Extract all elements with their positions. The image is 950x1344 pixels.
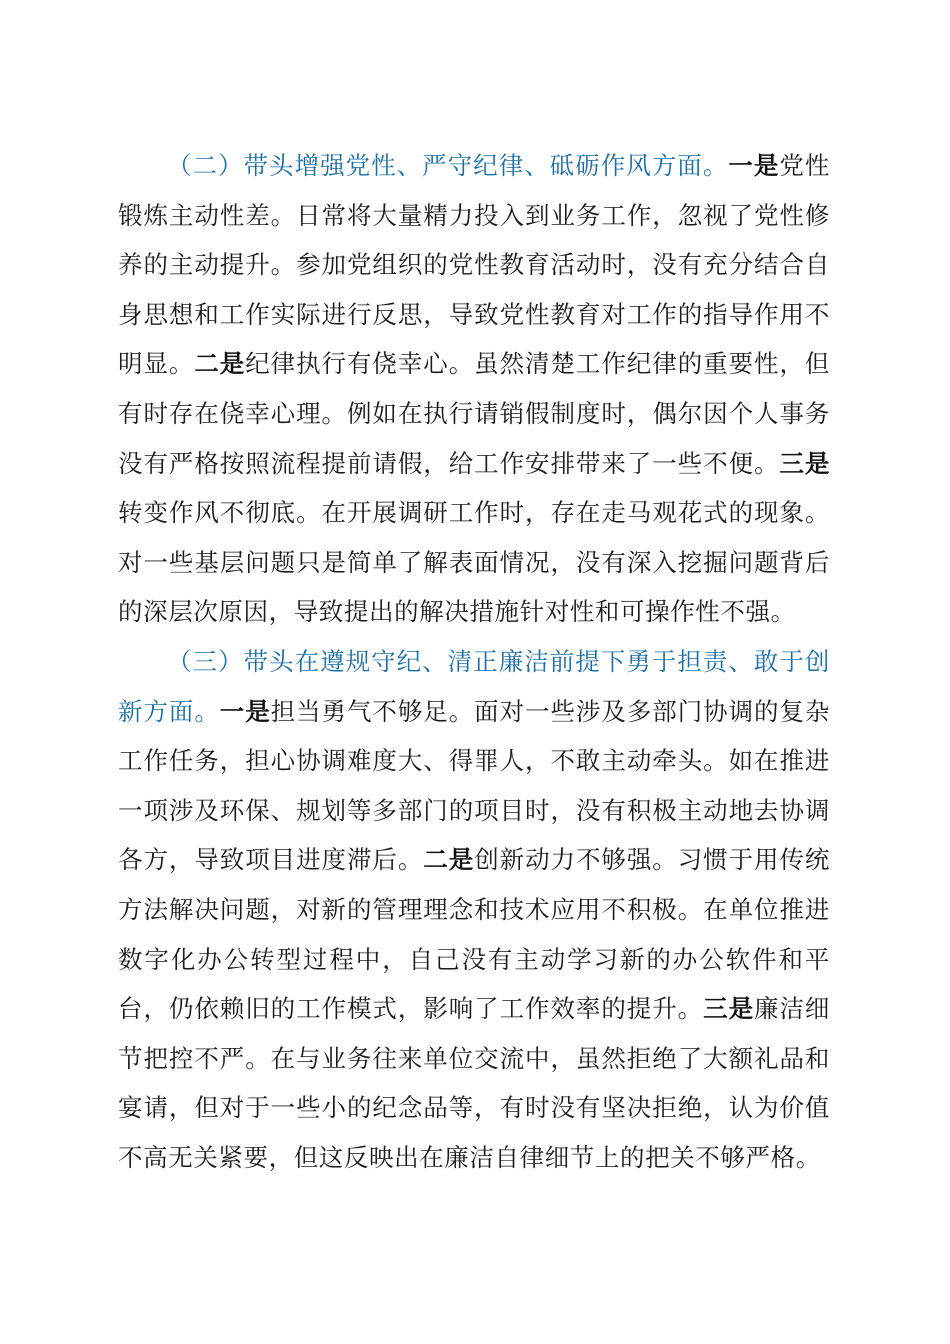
point-lead: 一是 <box>219 696 271 726</box>
section-heading: （二）带头增强党性、严守纪律、砥砺作风方面。 <box>167 151 729 180</box>
point-lead: 三是 <box>779 448 830 478</box>
point-text: 担当勇气不够足。面对一些涉及多部门协调的复杂工作任务，担心协调难度大、得罪人，不敢主动牵头。如在推进一项涉及环保、规划等多部门的项目时，没有积极主动地去协调各方，导致项目进度滞后。 <box>118 696 830 875</box>
point-text: 廉洁细节把控不严。在与业务往来单位交流中，虽然拒绝了大额礼品和宴请，但对于一些小的纪念品等，有时没有坚决拒绝，认为价值不高无关紧要，但这反映出在廉洁自律细节上的把关不够严格。 <box>118 994 830 1172</box>
point-text: 纪律执行有侥幸心。虽然清楚工作纪律的重要性，但有时存在侥幸心理。例如在执行请销假制度时，偶尔因个人事务没有严格按照流程提前请假，给工作安排带来了一些不便。 <box>118 349 830 478</box>
point-lead: 二是 <box>423 845 475 875</box>
point-text: 创新动力不够强。习惯于用传统方法解决问题，对新的管理理念和技术应用不积极。在单位推进数字化办公转型过程中，自己没有主动学习新的办公软件和平台，仍依赖旧的工作模式，影响了工作效率的提升。 <box>118 845 831 1024</box>
document-page <box>118 141 830 1182</box>
paragraph-section-3 <box>118 637 830 1183</box>
point-lead: 三是 <box>703 994 755 1024</box>
point-text: 党性锻炼主动性差。日常将大量精力投入到业务工作，忽视了党性修养的主动提升。参加党组织的党性教育活动时，没有充分结合自身思想和工作实际进行反思，导致党性教育对工作的指导作用不明显。 <box>118 151 830 379</box>
point-lead: 一是 <box>728 151 780 180</box>
paragraph-section-2 <box>118 141 830 637</box>
section-heading: （三）带头在遵规守纪、清正廉洁前提下勇于担责、敢于创新方面。 <box>118 646 830 726</box>
point-lead: 二是 <box>194 349 246 379</box>
point-text: 转变作风不彻底。在开展调研工作时，存在走马观花式的现象。对一些基层问题只是简单了解表面情况，没有深入挖掘问题背后的深层次原因，导致提出的解决措施针对性和可操作性不强。 <box>118 498 830 627</box>
